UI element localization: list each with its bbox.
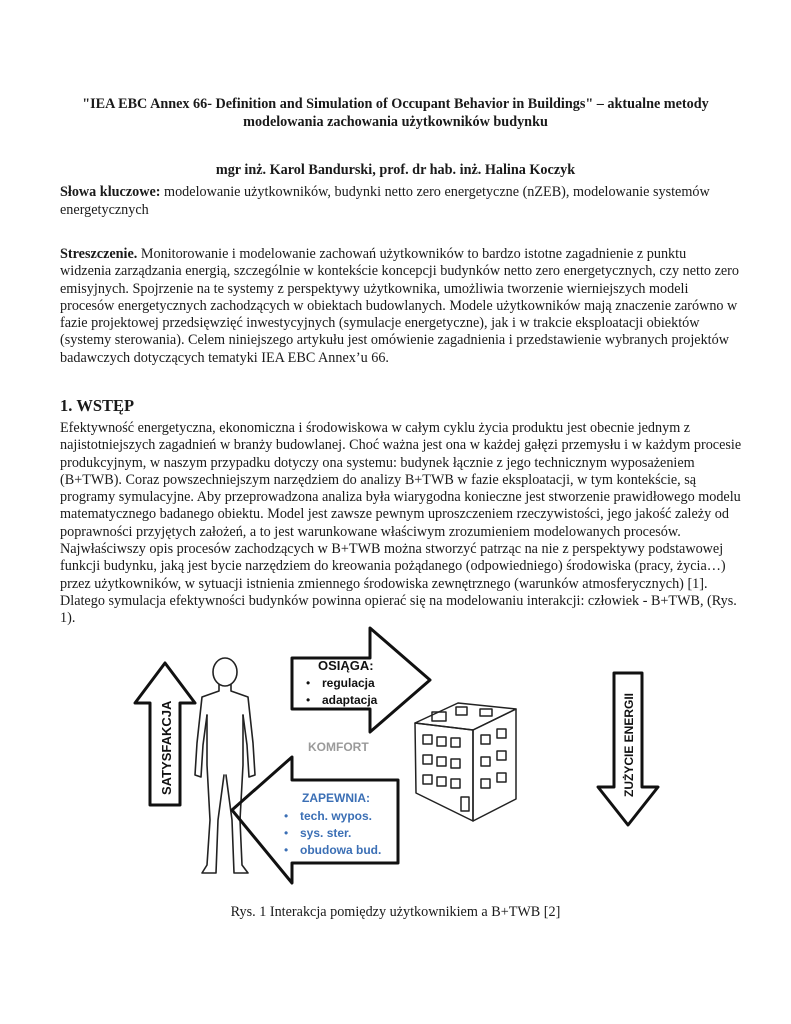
building-sketch [415, 703, 516, 821]
satysfakcja-label: SATYSFAKCJA [159, 700, 174, 795]
paper-title: "IEA EBC Annex 66- Definition and Simulation of Occupant Behavior in Buildings" – aktualne metody modelowania zachowania użytkowników budynku [82, 96, 709, 130]
osiaga-bullet-1: • [306, 676, 311, 690]
zapewnia-title: ZAPEWNIA: [302, 791, 370, 805]
body-paragraph [60, 420, 744, 628]
osiaga-arrow [292, 628, 430, 732]
zapewnia-bullet-3: • [284, 843, 289, 857]
paper-authors: mgr inż. Karol Bandurski, prof. dr hab. inż. Halina Koczyk [215, 162, 576, 178]
abstract [60, 246, 740, 367]
figure-1 [130, 625, 670, 900]
zuzycie-energii-arrow [598, 673, 658, 825]
abstract-text: Monitorowanie i modelowanie zachowań użytkowników to bardzo istotne zagadnienie z punktu widzenia zarządzania energią, szczególnie w kontekście koncepcji budynków netto zero energetycznych, czy netto zero emisyjnych. Spojrzenie na te systemy z perspektywy użytkownika, umożliwia tworzenie wierniejszych modeli procesów energetycznych zachodzących w obiektach budowlanych. Modele użytkowników mają znaczenie zarówno w fazie projektowej przedsięwzięć inwestycyjnych (symulacje energetyczne), jak i w trakcie eksploatacji obiektów (systemy sterowania). Celem niniejszego artykułu jest omówienie zagadnienia i przedstawienie wybranych projektów badawczych dotyczących tematyki IEA EBC Annex’u 66. [60, 246, 739, 366]
section-heading [60, 396, 138, 416]
section-title: WSTĘP [76, 396, 135, 415]
zapewnia-item-2: sys. ster. [300, 826, 352, 840]
figure-diagram [130, 625, 670, 900]
section-number: 1. [60, 396, 73, 415]
occupant-figure [195, 658, 255, 873]
keywords [60, 183, 740, 219]
zapewnia-arrow [232, 757, 398, 883]
zapewnia-bullet-1: • [284, 809, 289, 823]
abstract-label: Streszczenie. [60, 246, 138, 262]
zapewnia-item-3: obudowa bud. [300, 843, 382, 857]
komfort-label: KOMFORT [308, 740, 369, 754]
zapewnia-bullet-2: • [284, 826, 289, 840]
zuzycie-label: ZUŻYCIE ENERGII [622, 692, 636, 797]
body-text: Efektywność energetyczna, ekonomiczna i środowiskowa w całym cyklu życia produktu jest obecnie jednym z najistotniejszych zagadnień w branży budowlanej. Choć ważna jest ona w każdej gałęzi przemysłu i w każdym procesie produkcyjnym, w naszym przypadku dotyczy ona systemu: budynek łącznie z jego technicznym wyposażeniem (B+TWB). Coraz powszechniejszym narzędziem do analizy B+TWB w fazie eksploatacji, w tym kontekście, są programy symulacyjne. Aby przeprowadzona analiza była wiarygodna konieczne jest stworzenie prawidłowego modelu matematycznego badanego obiektu. Model jest zawsze pewnym uproszczeniem rzeczywistości, jego jakość zależy od poprawności przyjętych założeń, a to jest warunkowane właściwym zrozumieniem modelowanych procesów. Najwłaściwszy opis procesów zachodzących w B+TWB można stworzyć patrząc na nie z perspektywy podstawowej funkcji budynku, jaką jest bycie narzędziem do kreowania pożądanego (odpowiedniego) środowiska (pracy, życia…) przez użytkowników, w sytuacji istnienia zmiennego środowiska zewnętrznego (warunków atmosferycznych) [1]. Dlatego symulacja efektywności budynków powinna opierać się na modelowaniu interakcji: człowiek - B+TWB, (Rys. 1). [60, 420, 742, 627]
osiaga-item-2: adaptacja [322, 693, 378, 707]
satysfakcja-arrow [135, 663, 195, 805]
osiaga-title: OSIĄGA: [318, 658, 374, 673]
keywords-label: Słowa kluczowe: [60, 184, 161, 200]
figure-caption: Rys. 1 Interakcja pomiędzy użytkownikiem a B+TWB [2] [230, 904, 561, 920]
osiaga-item-1: regulacja [322, 676, 375, 690]
osiaga-bullet-2: • [306, 693, 311, 707]
keywords-text: modelowanie użytkowników, budynki netto zero energetyczne (nZEB), modelowanie systemów energetycznych [60, 184, 710, 218]
zapewnia-item-1: tech. wypos. [300, 809, 373, 823]
